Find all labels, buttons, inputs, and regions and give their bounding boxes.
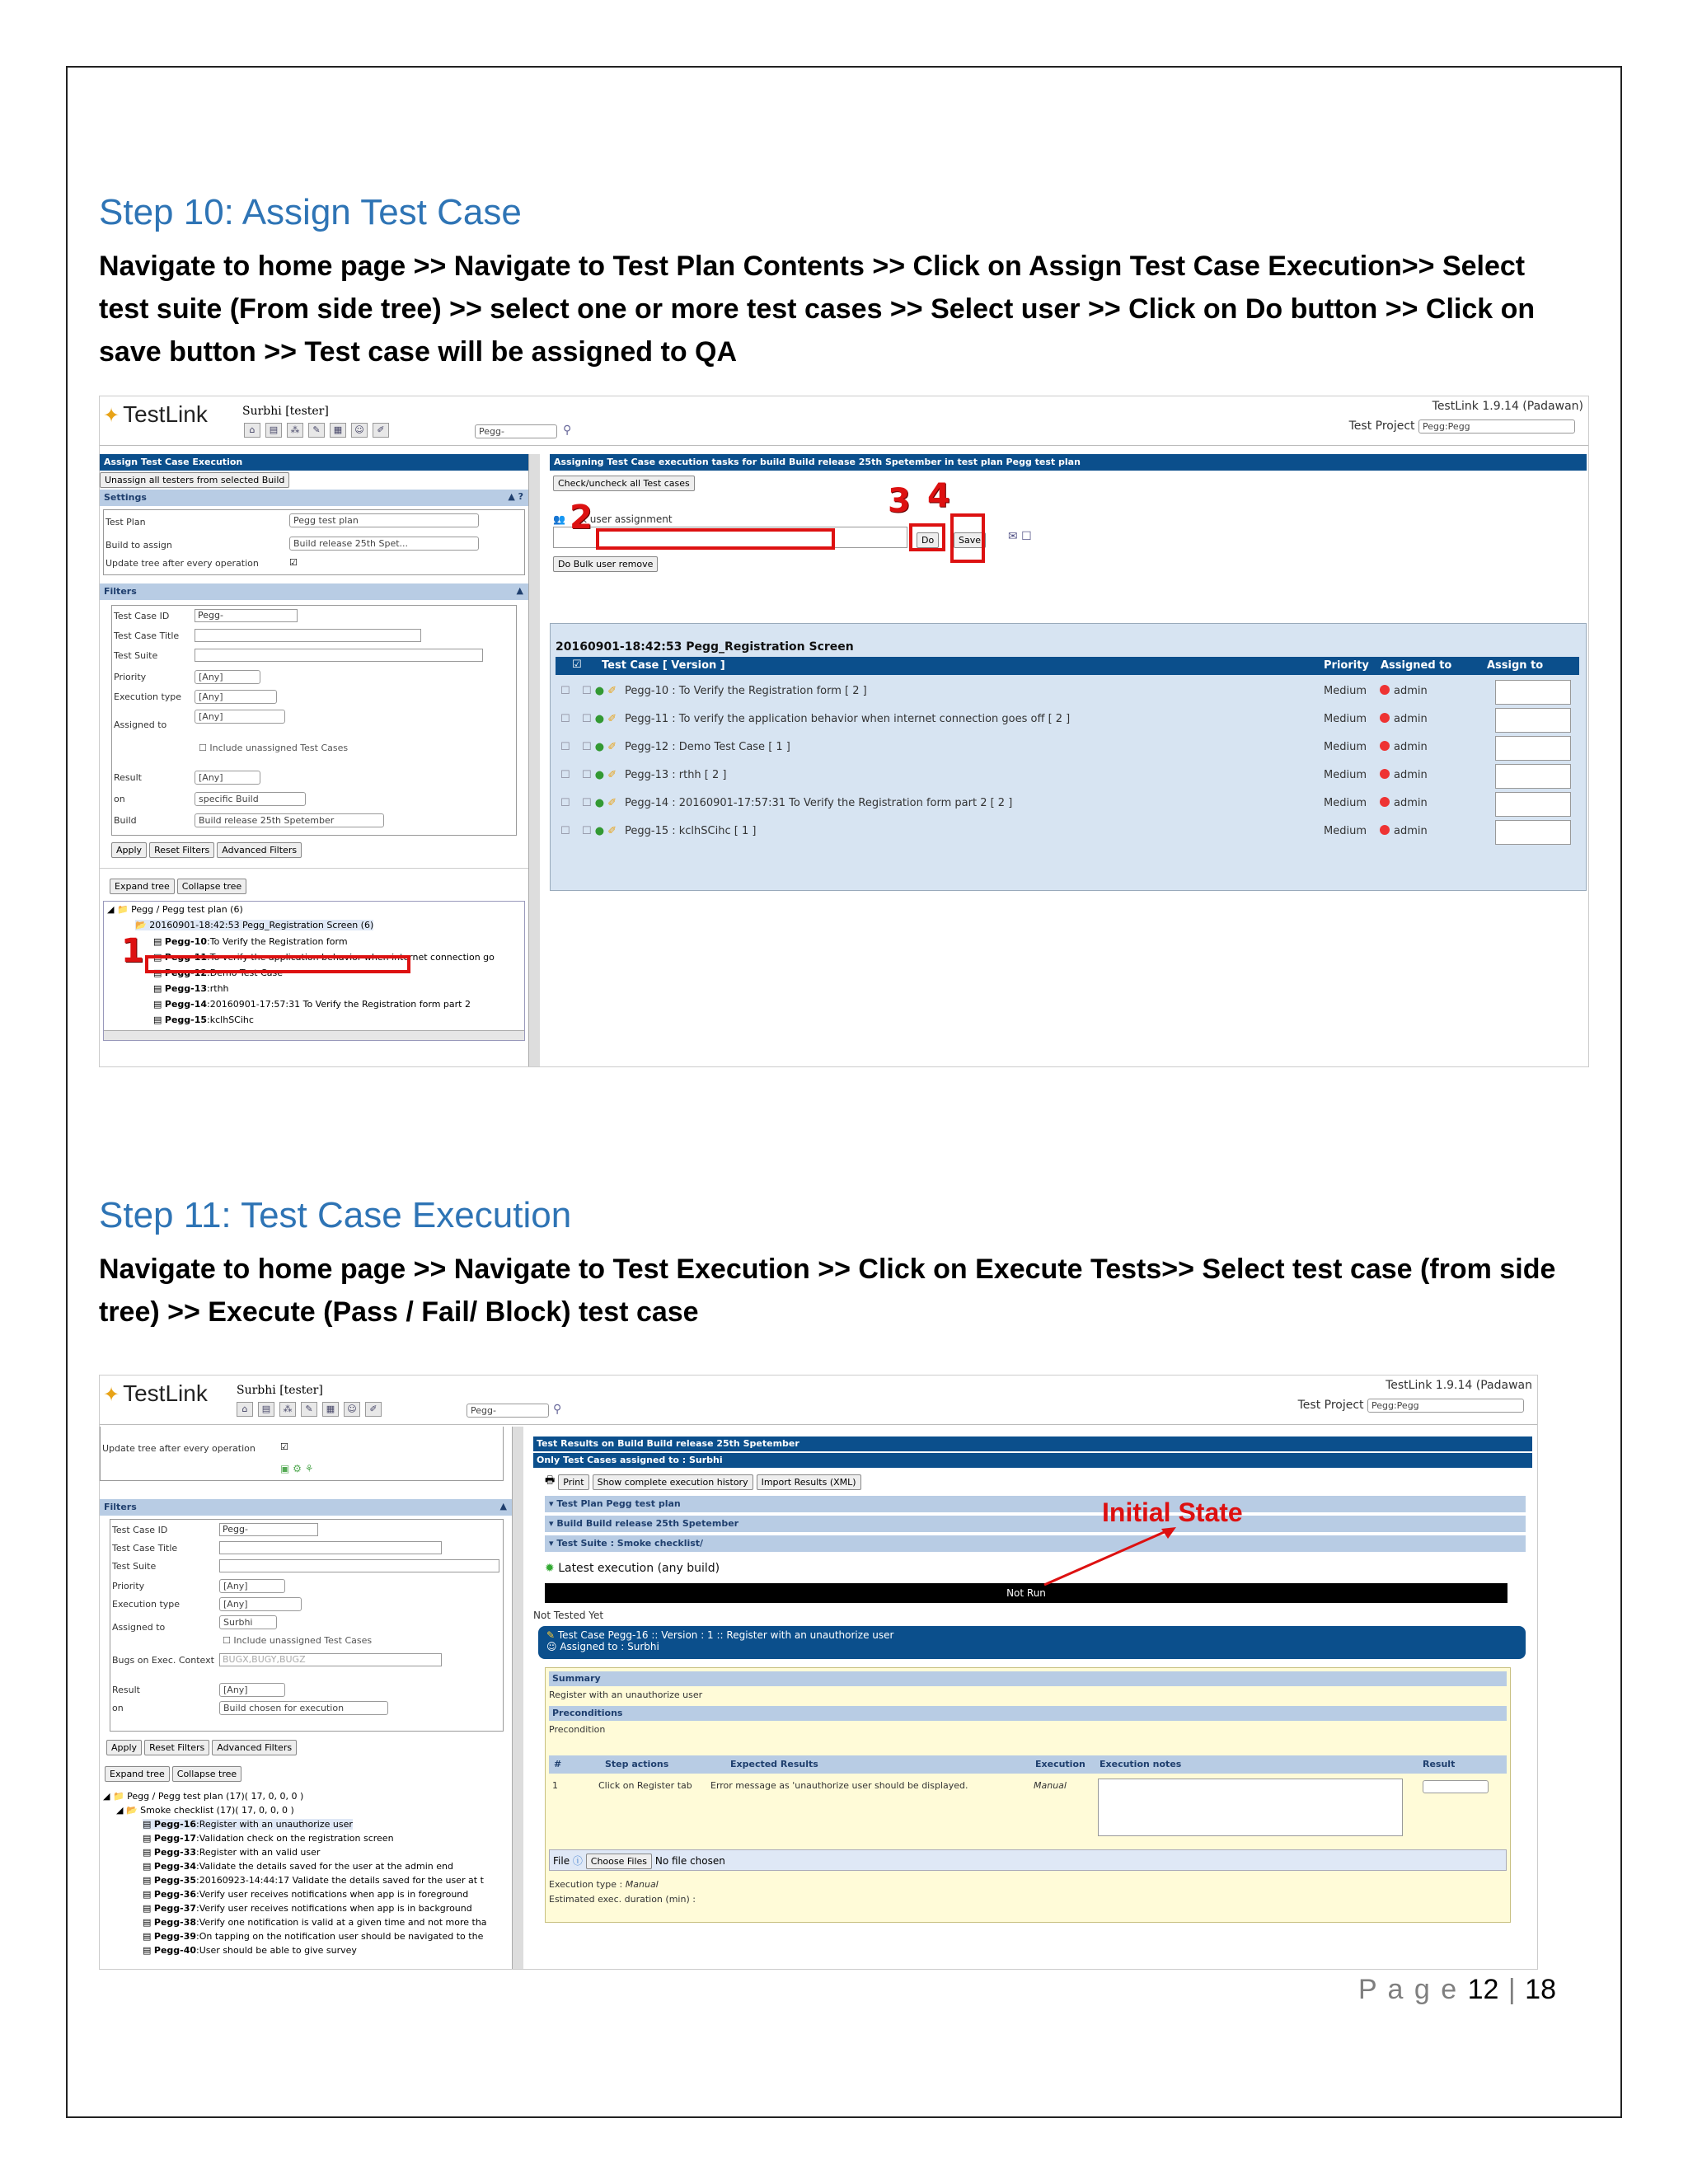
result-label: Result: [112, 1685, 140, 1695]
preconditions-text: Precondition: [549, 1724, 606, 1735]
step10-description: Navigate to home page >> Navigate to Test Plan Contents >> Click on Assign Test Case Execution>> Select test suite (From side tree) >> select one or more test cases >> Select user >> Click on Do button >> Click on save button >> Test case will be assigned to QA: [99, 251, 1536, 368]
annotation-box-4: [950, 513, 985, 563]
tc-search-input[interactable]: Pegg-: [467, 1404, 549, 1418]
col-num: #: [554, 1759, 562, 1769]
steps-header: [549, 1755, 1507, 1774]
testlink-logo-icon: ✦: [103, 405, 120, 427]
test-suite-select[interactable]: [219, 1559, 499, 1572]
on-label: on: [112, 1703, 124, 1713]
filters-box: [110, 1519, 504, 1732]
spec-icon[interactable]: ✎: [301, 1402, 317, 1417]
assign-to-select[interactable]: [1495, 736, 1571, 761]
table-header: [556, 657, 1579, 675]
col-test-case: Test Case [ Version ]: [602, 659, 725, 672]
row-priority: Medium: [1324, 797, 1367, 809]
left-panel: [100, 1427, 512, 1970]
page-footer: P a g e 12 | 18: [1358, 1974, 1556, 2005]
include-unassigned-checkbox[interactable]: ☐ Include unassigned Test Cases: [223, 1635, 373, 1646]
table-row: [556, 683, 1579, 708]
filters-box: [111, 605, 517, 836]
row-priority: Medium: [1324, 685, 1367, 697]
tree-testcase[interactable]: ▤ Pegg-38:Verify one notification is valid at a given time and not more tha: [143, 1917, 487, 1928]
right-panel: [533, 1436, 1532, 1970]
row-checkbox[interactable]: ☐: [560, 713, 570, 725]
testcase-table-panel: [550, 623, 1587, 891]
test-project-selector[interactable]: Test Project Pegg:Pegg: [1349, 419, 1575, 434]
filter-buttons: [106, 1740, 297, 1755]
row-assigned: admin: [1380, 713, 1428, 725]
testlink-logo: ✦ TestLink: [103, 1380, 208, 1406]
row-test-case[interactable]: Pegg-10 : To Verify the Registration form [ 2 ]: [625, 685, 867, 697]
apply-button[interactable]: Apply: [111, 842, 147, 858]
horizontal-scrollbar[interactable]: [104, 1030, 524, 1040]
assigned-to-label: Assigned to: [112, 1622, 166, 1633]
spec-icon[interactable]: ✎: [308, 423, 325, 438]
on-select[interactable]: Build chosen for execution: [219, 1701, 388, 1715]
annotation-number-2: 2: [570, 499, 593, 537]
exec-type-select[interactable]: [Any]: [219, 1597, 302, 1611]
desktop-icon[interactable]: ▤: [258, 1402, 274, 1417]
step-expected: Error message as 'unauthorize user should be displayed.: [710, 1780, 968, 1791]
tree-testcase[interactable]: ▤ Pegg-33:Register with an valid user: [143, 1847, 321, 1858]
tc-title-input[interactable]: [195, 629, 421, 642]
tree-icon[interactable]: ⁂: [287, 423, 303, 438]
collapse-icon[interactable]: ▲: [516, 585, 523, 596]
no-file-label: No file chosen: [654, 1855, 725, 1867]
bugs-input[interactable]: BUGX,BUGY,BUGZ: [219, 1653, 442, 1666]
file-label: File: [553, 1855, 570, 1867]
tree-testcase[interactable]: ▤ Pegg-40:User should be able to give survey: [143, 1945, 357, 1956]
test-plan-label: Test Plan: [106, 517, 146, 527]
left-panel: [100, 454, 528, 1064]
tree-suite[interactable]: 📂 20160901-18:42:53 Pegg_Registration Screen (6): [135, 920, 374, 930]
doc-icon[interactable]: ▦: [330, 423, 346, 438]
filter-buttons: [100, 841, 528, 860]
row-icons[interactable]: ☐ ● ✐: [582, 797, 617, 809]
doc-icon[interactable]: ▦: [322, 1402, 339, 1417]
build-bar[interactable]: ▾ Build Build release 25th Spetember: [545, 1516, 1526, 1532]
row-priority: Medium: [1324, 741, 1367, 753]
home-icon[interactable]: ⌂: [244, 423, 260, 438]
remove-assignment-icon[interactable]: [1380, 685, 1390, 695]
collapse-tree-button[interactable]: Collapse tree: [172, 1766, 241, 1782]
home-icon[interactable]: ⌂: [237, 1402, 253, 1417]
tc-search-input[interactable]: Pegg-: [475, 424, 557, 438]
latest-execution-label: ✹ Latest execution (any build): [545, 1562, 720, 1575]
not-tested-label: Not Tested Yet: [533, 1610, 604, 1621]
reset-filters-button[interactable]: Reset Filters: [149, 842, 214, 858]
tree-testcase[interactable]: ▤ Pegg-37:Verify user receives notifications when app is in background: [143, 1903, 472, 1914]
exec-type-line: Execution type : Manual: [549, 1879, 659, 1890]
row-test-case[interactable]: Pegg-13 : rthh [ 2 ]: [625, 769, 727, 781]
include-unassigned-checkbox[interactable]: ☐ Include unassigned Test Cases: [199, 743, 349, 753]
priority-select[interactable]: [Any]: [219, 1579, 285, 1593]
left-panel-title: Assign Test Case Execution: [100, 454, 528, 471]
select-all-checkbox[interactable]: ☑: [572, 658, 582, 671]
priority-label: Priority: [114, 672, 147, 682]
row-assigned: admin: [1380, 741, 1428, 753]
desktop-icon[interactable]: ▤: [265, 423, 282, 438]
settings-box: [103, 509, 525, 575]
summary-text: Register with an unauthorize user: [549, 1690, 703, 1700]
assigned-to-line: ☺ Assigned to : Surbhi: [546, 1641, 659, 1652]
version-label: TestLink 1.9.14 (Padawan: [1386, 1379, 1532, 1392]
tree-root[interactable]: ◢ 📁 Pegg / Pegg test plan (6): [107, 904, 243, 915]
toolbar: [244, 423, 389, 438]
bulk-user-icon: 👥: [553, 513, 565, 525]
annotation-arrow: [1036, 1519, 1184, 1593]
exec-type-select[interactable]: [Any]: [195, 690, 277, 704]
tree-testcase[interactable]: ▤ Pegg-12:Demo Test Case: [153, 968, 284, 978]
build-filter-select[interactable]: Build release 25th Spetember: [195, 813, 384, 827]
assigned-to-select[interactable]: [Any]: [195, 710, 285, 724]
row-icons[interactable]: ☐ ● ✐: [582, 769, 617, 781]
row-test-case[interactable]: Pegg-12 : Demo Test Case [ 1 ]: [625, 741, 790, 753]
row-test-case[interactable]: Pegg-15 : kclhSCihc [ 1 ]: [625, 825, 757, 837]
bugs-label: Bugs on Exec. Context: [112, 1655, 214, 1666]
remove-assignment-icon[interactable]: [1380, 797, 1390, 807]
tree-testcase[interactable]: ▤ Pegg-16:Register with an unauthorize user: [143, 1819, 353, 1830]
test-suite-bar[interactable]: ▾ Test Suite : Smoke checklist/: [545, 1535, 1526, 1552]
only-assigned-header: Only Test Cases assigned to : Surbhi: [533, 1453, 1532, 1468]
step-execution: Manual: [1034, 1780, 1067, 1791]
do-button[interactable]: Do: [917, 532, 939, 548]
collapse-icon[interactable]: ▲: [499, 1501, 507, 1511]
preconditions-bar: Preconditions: [549, 1706, 1507, 1721]
row-checkbox[interactable]: ☐: [560, 685, 570, 697]
table-row: [556, 711, 1579, 736]
step11-title: Step 11: Test Case Execution: [99, 1195, 572, 1235]
row-assigned: admin: [1380, 685, 1428, 697]
bulk-user-remove-button[interactable]: Do Bulk user remove: [553, 556, 658, 572]
result-label: Result: [114, 772, 142, 783]
exec-type-label: Execution type: [114, 691, 182, 702]
tree-testcase[interactable]: ▤ Pegg-14:20160901-17:57:31 To Verify the Registration form part 2: [153, 999, 471, 1010]
not-run-status: Not Run: [545, 1583, 1507, 1603]
col-result: Result: [1423, 1759, 1456, 1769]
remove-assignment-icon[interactable]: [1380, 713, 1390, 723]
tree-testcase[interactable]: ▤ Pegg-17:Validation check on the registration screen: [143, 1833, 394, 1844]
pencil-icon[interactable]: ✐: [373, 423, 389, 438]
update-tree-checkbox[interactable]: ☑: [289, 557, 298, 568]
advanced-filters-button[interactable]: Advanced Filters: [212, 1740, 297, 1755]
priority-label: Priority: [112, 1581, 145, 1591]
exec-type-label: Execution type: [112, 1599, 181, 1610]
save-button[interactable]: Save: [954, 532, 986, 548]
gear-icon: ✹: [545, 1562, 555, 1575]
user-icon: ☺: [546, 1641, 557, 1652]
priority-select[interactable]: [Any]: [195, 670, 260, 684]
execution-notes-textarea[interactable]: [1098, 1779, 1403, 1836]
on-select[interactable]: specific Build: [195, 792, 306, 806]
test-project-selector[interactable]: Test Project Pegg:Pegg: [1298, 1399, 1524, 1413]
current-user: Surbhi [tester]: [242, 405, 329, 418]
assign-to-select[interactable]: [1495, 820, 1571, 845]
annotation-box-2: [596, 528, 835, 550]
test-case-header: [538, 1626, 1526, 1659]
col-expected-results: Expected Results: [730, 1759, 818, 1769]
info-icon: ⓘ: [572, 1855, 583, 1867]
remove-assignment-icon[interactable]: [1380, 741, 1390, 751]
tree-testcase[interactable]: ▤ Pegg-39:On tapping on the notification user should be navigated to the: [143, 1931, 484, 1942]
tree-testcase[interactable]: ▤ Pegg-11:To verify the application behavior when internet connection go: [153, 952, 495, 963]
tc-title-input[interactable]: [219, 1541, 442, 1554]
right-panel: [550, 454, 1587, 924]
search-icon[interactable]: ⚲: [553, 1403, 562, 1416]
vertical-scrollbar[interactable]: [512, 1427, 523, 1970]
email-icon[interactable]: ✉ ☐: [1008, 530, 1032, 543]
tree-suite[interactable]: ◢ 📂 Smoke checklist (17)( 17, 0, 0, 0 ): [116, 1805, 294, 1816]
row-priority: Medium: [1324, 769, 1367, 781]
remove-assignment-icon[interactable]: [1380, 825, 1390, 835]
table-row: [556, 739, 1579, 764]
col-execution-notes: Execution notes: [1100, 1759, 1182, 1769]
remove-assignment-icon[interactable]: [1380, 769, 1390, 779]
expand-tree-button[interactable]: Expand tree: [110, 879, 175, 894]
build-select[interactable]: Build release 25th Spet...: [289, 537, 479, 551]
user-icon[interactable]: ☺: [344, 1402, 360, 1417]
assign-to-select[interactable]: [1495, 792, 1571, 817]
test-suite-select[interactable]: [195, 649, 483, 662]
table-row: [556, 767, 1579, 792]
filters-bar[interactable]: Filters ▲: [100, 583, 528, 600]
test-case-title: ✎ Test Case Pegg-16 :: Version : 1 :: Register with an unauthorize user: [546, 1629, 894, 1641]
tree-testcase[interactable]: ▤ Pegg-13:rthh: [153, 983, 229, 994]
apply-button[interactable]: Apply: [106, 1740, 142, 1755]
build-filter-label: Build: [114, 815, 137, 826]
tree-testcase[interactable]: ▤ Pegg-10:To Verify the Registration form: [153, 936, 348, 947]
collapse-tree-button[interactable]: Collapse tree: [177, 879, 246, 894]
build-label: Build to assign: [106, 540, 172, 551]
tc-id-label: Test Case ID: [112, 1525, 168, 1535]
expand-tree-button[interactable]: Expand tree: [105, 1766, 170, 1782]
annotation-number-4: 4: [927, 477, 950, 515]
search-icon[interactable]: ⚲: [563, 424, 572, 437]
app-header: [100, 1376, 1537, 1425]
test-plan-select[interactable]: Pegg test plan: [289, 513, 479, 527]
test-suite-label: Test Suite: [114, 650, 158, 661]
annotation-number-1: 1: [121, 932, 144, 970]
tree-buttons: [105, 1766, 241, 1782]
settings-bar[interactable]: Settings ▲ ?: [100, 490, 528, 506]
tc-title-label: Test Case Title: [112, 1543, 178, 1554]
suite-title: 20160901-18:42:53 Pegg_Registration Screen: [556, 640, 854, 654]
tree-testcase[interactable]: ▤ Pegg-36:Verify user receives notifications when app is in foreground: [143, 1889, 469, 1900]
assign-to-select[interactable]: [1495, 764, 1571, 789]
test-case-details: [545, 1667, 1511, 1923]
on-label: on: [114, 794, 125, 804]
col-execution: Execution: [1035, 1759, 1085, 1769]
row-checkbox[interactable]: ☐: [560, 825, 570, 837]
choose-files-button[interactable]: Choose Files: [586, 1854, 652, 1869]
annotation-box-1: [145, 955, 410, 973]
tree-icon[interactable]: ⁂: [279, 1402, 296, 1417]
update-tree-label: Update tree after every operation: [102, 1443, 256, 1454]
update-tree-label: Update tree after every operation: [106, 558, 259, 569]
tree-testcase[interactable]: ▤ Pegg-34:Validate the details saved for the user at the admin end: [143, 1861, 453, 1872]
print-icon[interactable]: 🖶: [545, 1474, 556, 1487]
tc-id-label: Test Case ID: [114, 611, 170, 621]
testcase-icon: ✎: [546, 1629, 556, 1641]
assign-to-select[interactable]: [1495, 680, 1571, 705]
screenshot-assign-test-case: [99, 396, 1589, 1067]
table-row: [556, 823, 1579, 848]
assigned-to-select[interactable]: Surbhi: [219, 1615, 277, 1629]
tree-root[interactable]: ◢ 📁 Pegg / Pegg test plan (17)( 17, 0, 0, 0 ): [103, 1791, 304, 1802]
test-suite-label: Test Suite: [112, 1561, 157, 1572]
vertical-scrollbar[interactable]: [528, 454, 540, 1067]
result-select[interactable]: [Any]: [219, 1683, 285, 1697]
tc-id-input[interactable]: Pegg-: [195, 609, 298, 622]
version-label: TestLink 1.9.14 (Padawan): [1432, 400, 1583, 413]
estimated-duration: Estimated exec. duration (min) :: [549, 1894, 696, 1905]
result-select[interactable]: [Any]: [195, 771, 260, 785]
show-history-button[interactable]: Show complete execution history: [593, 1474, 753, 1490]
row-icons[interactable]: ☐ ● ✐: [582, 685, 617, 697]
screenshot-test-execution: [99, 1375, 1538, 1970]
row-icons[interactable]: ☐ ● ✐: [582, 713, 617, 725]
row-checkbox[interactable]: ☐: [560, 797, 570, 809]
annotation-number-3: 3: [888, 482, 911, 520]
row-priority: Medium: [1324, 825, 1367, 837]
row-priority: Medium: [1324, 713, 1367, 725]
user-icon[interactable]: ☺: [351, 423, 368, 438]
assigned-to-label: Assigned to: [114, 719, 167, 730]
test-tree: [101, 1788, 505, 1969]
row-assigned: admin: [1380, 825, 1428, 837]
table-row: [556, 795, 1579, 820]
step-result-select[interactable]: [1423, 1780, 1489, 1793]
col-assign-to: Assign to: [1487, 659, 1544, 672]
tc-id-input[interactable]: Pegg-: [219, 1523, 318, 1536]
annotation-box-3: [909, 523, 945, 551]
collapse-icon[interactable]: ▲ ?: [508, 491, 523, 502]
update-tree-checkbox[interactable]: ☑: [280, 1441, 288, 1452]
settings-box: [100, 1427, 504, 1481]
app-header: [100, 396, 1588, 446]
row-assigned: admin: [1380, 769, 1428, 781]
tree-buttons: [100, 868, 528, 901]
row-checkbox[interactable]: ☐: [560, 741, 570, 753]
row-icons[interactable]: ☐ ● ✐: [582, 741, 617, 753]
step10-title: Step 10: Assign Test Case: [99, 192, 522, 232]
advanced-filters-button[interactable]: Advanced Filters: [217, 842, 302, 858]
step-action: Click on Register tab: [598, 1780, 692, 1791]
unassign-all-button[interactable]: Unassign all testers from selected Build: [100, 472, 289, 488]
summary-bar: Summary: [549, 1671, 1507, 1686]
bulk-assignment-label: 👥 k user assignment: [553, 513, 673, 525]
step-num: 1: [552, 1780, 558, 1791]
pencil-icon[interactable]: ✐: [365, 1402, 382, 1417]
reset-filters-button[interactable]: Reset Filters: [144, 1740, 209, 1755]
check-uncheck-all-button[interactable]: Check/uncheck all Test cases: [553, 476, 695, 491]
step11-description: Navigate to home page >> Navigate to Test Execution >> Click on Execute Tests>> Select test case (from side tree) >> Execute (Pass / Fail/ Block) test case: [99, 1254, 1556, 1328]
row-test-case[interactable]: Pegg-14 : 20160901-17:57:31 To Verify the Registration form part 2 [ 2 ]: [625, 797, 1013, 809]
tc-title-label: Test Case Title: [114, 630, 180, 641]
current-user: Surbhi [tester]: [237, 1384, 323, 1397]
tree-testcase[interactable]: ▤ Pegg-35:20160923-14:44:17 Validate the details saved for the user at t: [143, 1875, 484, 1886]
col-step-actions: Step actions: [605, 1759, 669, 1769]
col-priority: Priority: [1324, 659, 1369, 672]
exec-toolbar: [545, 1473, 861, 1491]
test-plan-bar[interactable]: ▾ Test Plan Pegg test plan: [545, 1496, 1526, 1512]
toolbar: [237, 1402, 382, 1417]
right-panel-title: Assigning Test Case execution tasks for build Build release 25th Spetember in test plan Pegg test plan: [550, 454, 1587, 471]
file-upload-row: [549, 1849, 1507, 1871]
col-assigned-to: Assigned to: [1381, 659, 1452, 672]
import-results-button[interactable]: Import Results (XML): [757, 1474, 861, 1490]
row-checkbox[interactable]: ☐: [560, 769, 570, 781]
filters-bar[interactable]: Filters ▲: [100, 1499, 512, 1516]
testlink-logo-icon: ✦: [103, 1384, 120, 1406]
initial-state-annotation: Initial State: [1102, 1497, 1243, 1527]
row-test-case[interactable]: Pegg-11 : To verify the application behavior when internet connection goes off [ 2 ]: [625, 713, 1071, 725]
row-assigned: admin: [1380, 797, 1428, 809]
row-icons[interactable]: ☐ ● ✐: [582, 825, 617, 837]
assign-to-select[interactable]: [1495, 708, 1571, 733]
print-button[interactable]: Print: [558, 1474, 588, 1490]
tree-testcase[interactable]: ▤ Pegg-15:kclhSCihc: [153, 1015, 254, 1025]
action-icons[interactable]: ▣ ⚙ ⚘: [280, 1463, 314, 1474]
testlink-logo: ✦ TestLink: [103, 401, 208, 427]
test-results-header: Test Results on Build Build release 25th Spetember: [533, 1436, 1532, 1451]
